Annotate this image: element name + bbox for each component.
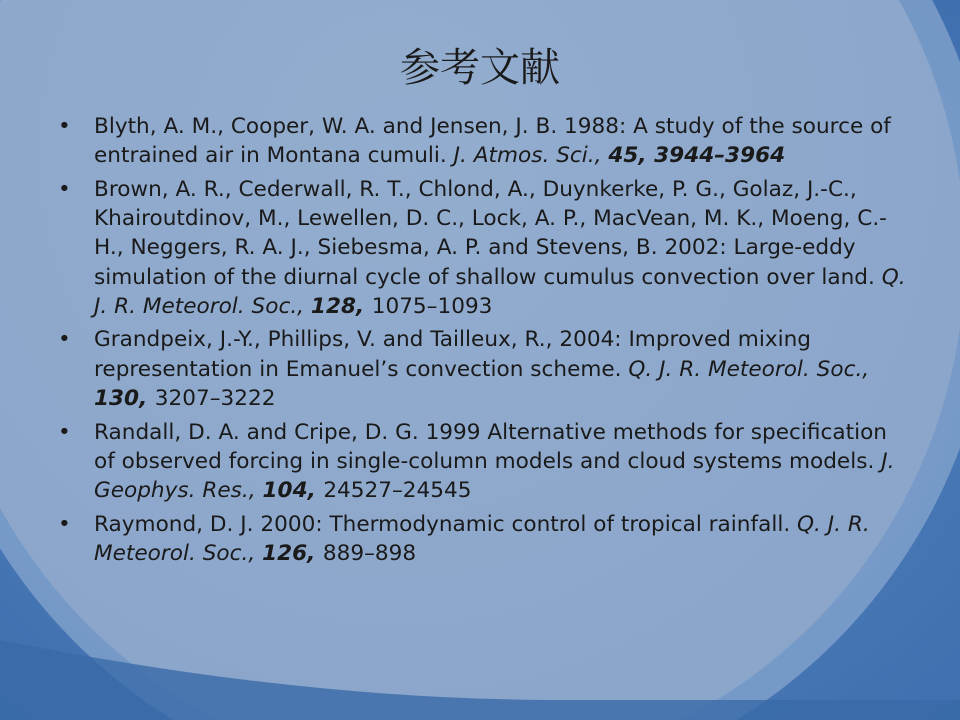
reference-text: Grandpeix, J.-Y., Phillips, V. and Tailleux, R., 2004: Improved mixing representation in Emanuel’s convection scheme. — [94, 327, 812, 382]
list-item — [58, 418, 908, 506]
journal-pages: 24527–24545 — [323, 477, 472, 503]
journal-name: Q. J. R. Meteorol. Soc., — [628, 356, 870, 382]
list-item — [58, 175, 908, 321]
bullet-icon: • — [58, 114, 71, 139]
bullet-icon: • — [58, 176, 71, 202]
bullet-icon: • — [58, 419, 71, 445]
journal-pages: 1075–1093 — [371, 293, 493, 319]
list-item — [58, 112, 908, 170]
journal-pages: 889–898 — [322, 540, 417, 566]
reference-text: Brown, A. R., Cederwall, R. T., Chlond, A., Duynkerke, P. G., Golaz, J.-C., Khairoutdinov, M., Lewellen, D. C., Lock, A. P., MacVean, M. K., Moeng, C.-H., Neggers, R. A. J., Siebesma, A. P. and Stevens, B. 2002: Large-eddy simulation of the diurnal cycle of shallow cumulus convection over land. — [94, 176, 887, 290]
journal-volume: 45, 3944–3964 — [608, 143, 786, 169]
list-item — [58, 510, 908, 568]
reference-list — [58, 112, 908, 573]
journal-volume: 126, — [262, 540, 323, 566]
journal-name: Q. J. R. Meteorol. Soc., — [94, 264, 906, 319]
slide-title: 参考文献 — [400, 45, 560, 91]
journal-volume: 130, — [94, 385, 155, 411]
journal-name: Q. J. R. Meteorol. Soc., — [94, 511, 870, 566]
journal-name: J. Atmos. Sci., — [453, 143, 609, 169]
journal-volume: 104, — [262, 477, 324, 503]
reference-text: Raymond, D. J. 2000: Thermodynamic control of tropical rainfall. — [94, 511, 798, 537]
reference-text: Blyth, A. M., Cooper, W. A. and Jensen, J. B. 1988: A study of the source of entrained air in Montana cumuli. — [94, 114, 891, 169]
journal-pages: 3207–3222 — [154, 385, 276, 411]
bullet-icon: • — [58, 327, 71, 353]
list-item — [58, 325, 908, 413]
reference-text: Randall, D. A. and Cripe, D. G. 1999 Alternative methods for specification of observed forcing in single-column models and cloud systems models. — [94, 419, 887, 474]
journal-volume: 128, — [310, 293, 372, 319]
journal-name: J. Geophys. Res., — [94, 448, 895, 503]
bullet-icon: • — [58, 511, 71, 537]
